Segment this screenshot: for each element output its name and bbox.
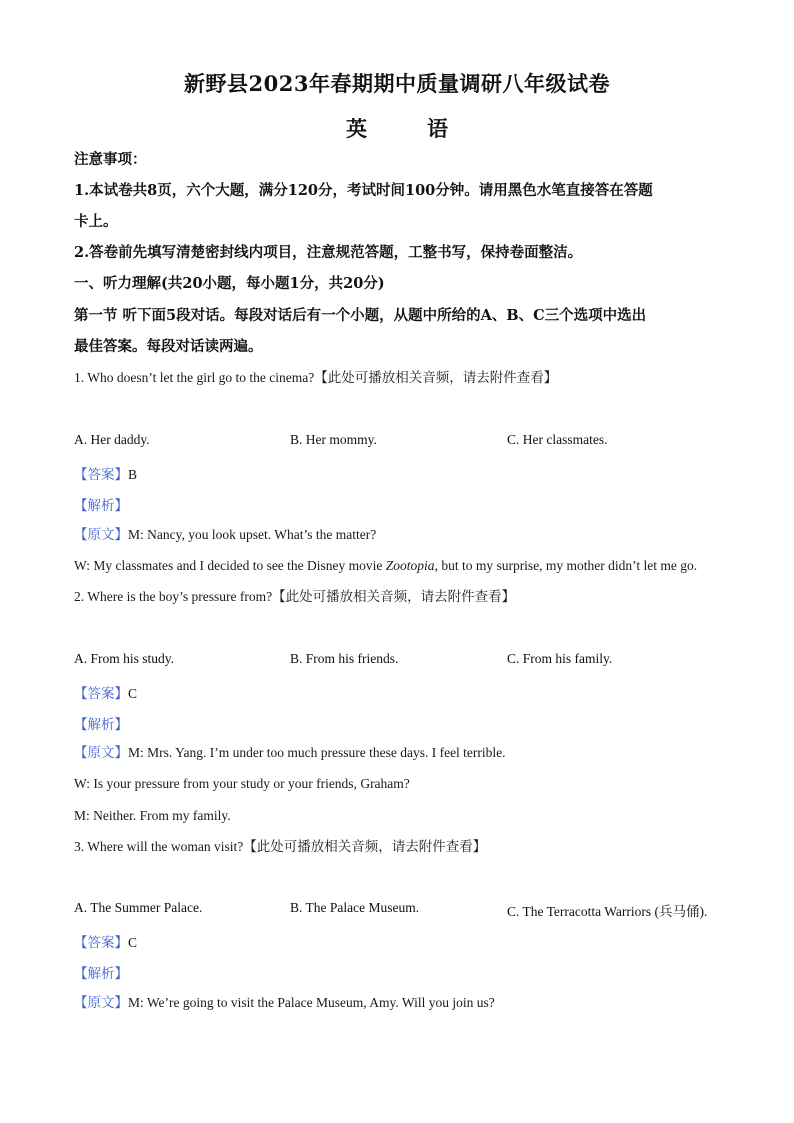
question-stem-text: 3. Where will the woman visit? [74,839,244,854]
notice-item-1-line-2: 卡上。 [74,213,118,230]
question-3-stem [74,838,486,856]
question-1-option-b: B. Her mommy. [290,432,377,447]
question-2-transcript-line-3: M: Neither. From my family. [74,808,231,823]
exam-title: 新野县2023年春期期中质量调研八年级试卷 [184,71,610,96]
answer-tag: 【答案】 [74,935,128,951]
subject-char-left: 英 [346,116,367,141]
question-stem-text: 2. Where is the boy’s pressure from? [74,589,273,604]
question-2-answer [74,682,137,702]
subject-heading [0,113,794,143]
section-instruction-line-2: 最佳答案。每段对话读两遍。 [74,338,263,355]
answer-value: C [128,686,138,701]
question-stem-text: 1. Who doesn’t let the girl go to the cinema? [74,370,315,385]
section-title: 一、听力理解(共20小题，每小题1分，共20分) [74,275,385,292]
question-2-option-b: B. From his friends. [290,651,399,666]
question-2-option-c: C. From his family. [507,651,613,666]
question-1-stem [74,369,557,387]
question-3-analysis-tag: 【解析】 [74,966,128,982]
question-3-answer [74,931,137,951]
notice-item-2: 2.答卷前先填写清楚密封线内项目，注意规范答题，工整书写，保持卷面整洁。 [74,244,583,261]
answer-tag: 【答案】 [74,686,128,702]
original-tag: 【原文】 [74,527,128,543]
original-tag: 【原文】 [74,995,128,1011]
subject-char-right: 语 [427,116,448,141]
answer-value: B [128,467,138,482]
transcript-text-end: , but to my surprise, my mother didn’t let me go. [434,558,698,573]
question-1-transcript-line-1 [74,526,376,544]
audio-note: 【此处可播放相关音频，请去附件查看】 [272,589,516,605]
question-2-analysis-tag: 【解析】 [74,717,128,733]
question-3-option-a: A. The Summer Palace. [74,900,203,915]
original-tag: 【原文】 [74,745,128,761]
question-1-answer [74,463,137,483]
question-1-analysis-tag: 【解析】 [74,498,128,514]
answer-tag: 【答案】 [74,467,128,483]
question-3-transcript-line-1 [74,994,495,1012]
transcript-text: M: Nancy, you look upset. What’s the matter? [128,527,377,542]
section-instruction-line-1: 第一节 听下面5段对话。每段对话后有一个小题，从题中所给的A、B、C三个选项中选出 [74,307,647,324]
transcript-text: M: Mrs. Yang. I’m under too much pressure these days. I feel terrible. [128,745,506,760]
movie-title: Zootopia [385,558,435,573]
transcript-text: M: We’re going to visit the Palace Museum, Amy. Will you join us? [128,995,495,1010]
answer-value: C [128,935,138,950]
question-2-transcript-line-2: W: Is your pressure from your study or your friends, Graham? [74,776,410,791]
audio-note: 【此处可播放相关音频，请去附件查看】 [243,839,487,855]
notice-item-1-line-1: 1.本试卷共8页，六个大题，满分120分，考试时间100分钟。请用黑色水笔直接答在答题 [74,182,653,199]
audio-note: 【此处可播放相关音频，请去附件查看】 [314,370,558,386]
question-3-option-c: C. The Terracotta Warriors (兵马俑). [507,904,708,919]
question-2-transcript-line-1 [74,744,506,762]
question-3-option-b: B. The Palace Museum. [290,900,420,915]
question-2-option-a: A. From his study. [74,651,175,666]
question-2-stem [74,588,515,606]
transcript-text-start: W: My classmates and I decided to see the Disney movie [74,558,386,573]
notice-heading: 注意事项： [74,151,147,168]
question-1-option-c: C. Her classmates. [507,432,608,447]
question-1-transcript-line-2 [74,557,697,575]
question-1-option-a: A. Her daddy. [74,432,150,447]
